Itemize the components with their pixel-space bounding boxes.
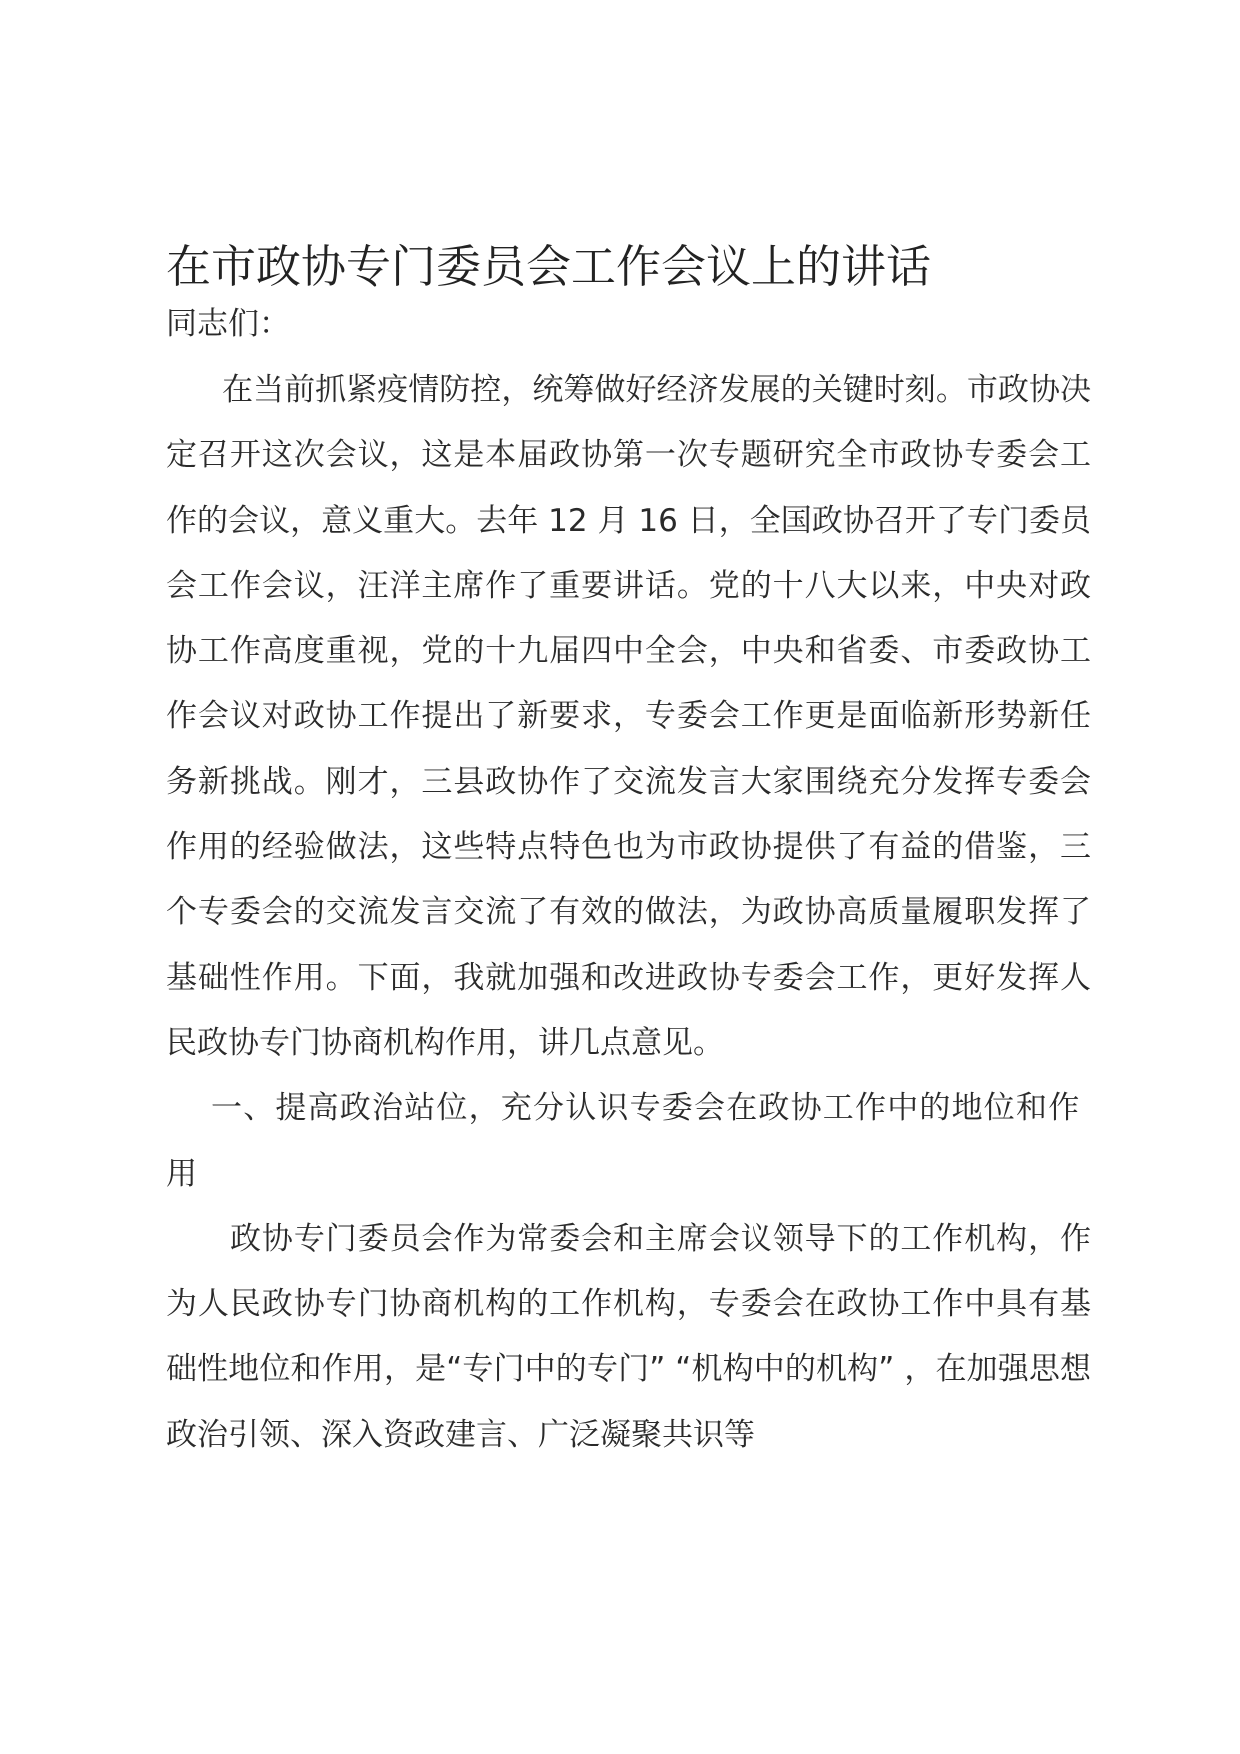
- salutation: 同志们：: [166, 306, 290, 342]
- section-heading-1: 一、提高政治站位，充分认识专委会在政协工作中的地位和作用: [166, 1090, 1081, 1192]
- paragraph-section-1: 政协专门委员会作为常委会和主席会议领导下的工作机构，作为人民政协专门协商机构的工作机构，专委会在政协工作中具有基础性地位和作用，是“专门中的专门” “机构中的机构” ，在加强思想政治引领、深入资政建言、广泛凝聚共识等: [166, 1220, 1091, 1453]
- document-body: [166, 240, 1091, 1468]
- document-title: 在市政协专门委员会工作会议上的讲话: [166, 240, 932, 293]
- paragraph-opening: 在当前抓紧疫情防控，统筹做好经济发展的关键时刻。市政协决定召开这次会议，这是本届政协第一次专题研究全市政协专委会工作的会议，意义重大。去年 12 月 16 日，全国政协召开了专门委员会工作会议，汪洋主席作了重要讲话。党的十八大以来，中央对政协工作高度重视，党的十九届四中全会，中央和省委、市委政协工作会议对政协工作提出了新要求，专委会工作更是面临新形势新任务新挑战。刚才，三县政协作了交流发言大家围绕充分发挥专委会作用的经验做法，这些特点特色也为市政协提供了有益的借鉴，三个专委会的交流发言交流了有效的做法，为政协高质量履职发挥了基础性作用。下面，我就加强和改进政协专委会工作，更好发挥人民政协专门协商机构作用，讲几点意见。: [166, 372, 1091, 1061]
